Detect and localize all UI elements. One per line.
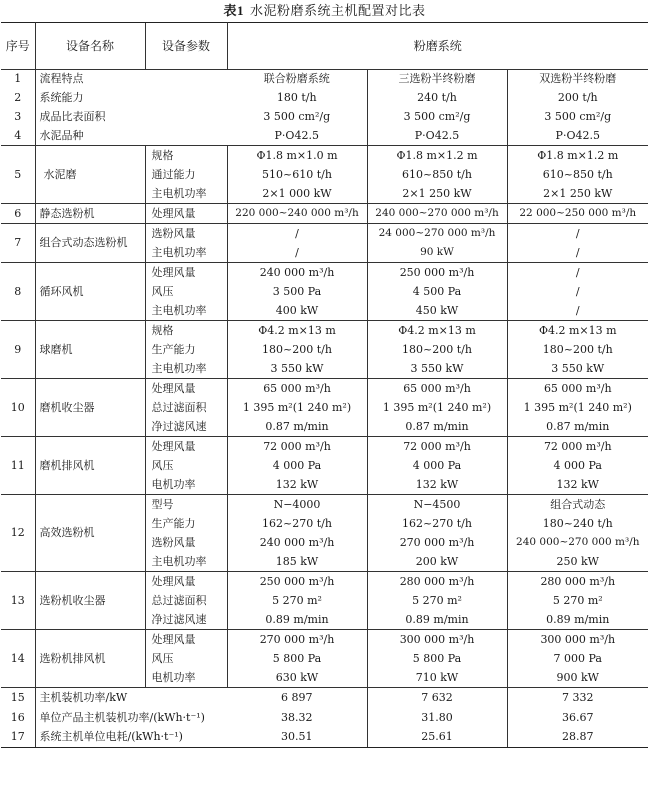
value-cell: 610~850 t/h — [402, 168, 472, 181]
value-cell: 300 000 m³/h — [540, 633, 616, 646]
row-no: 11 — [1, 437, 35, 495]
value-cell: 180~200 t/h — [402, 343, 472, 356]
value-cell: / — [575, 304, 580, 317]
value-cell: 400 kW — [275, 304, 319, 317]
value-cell: 联合粉磨系统 — [227, 70, 367, 89]
value-cell: 300 000 m³/h — [399, 633, 475, 646]
value-cell: 510~610 t/h — [262, 168, 332, 181]
value-cell: 25.61 — [367, 728, 507, 748]
row-name: 流程特点 — [39, 72, 84, 86]
row-name: 主机装机功率/kW — [35, 688, 227, 708]
table-row — [1, 708, 648, 728]
table-title: 水泥粉磨系统主机配置对比表 — [250, 4, 426, 19]
value-cell: 132 kW — [415, 478, 459, 491]
row-no: 10 — [1, 379, 35, 437]
value-cell: P·O42.5 — [227, 127, 367, 146]
value-cell: 180~240 t/h — [542, 517, 613, 530]
header-param: 设备参数 — [145, 23, 227, 70]
value-cell: Φ1.8 m×1.0 m — [256, 149, 338, 162]
value-cell: P·O42.5 — [555, 128, 600, 142]
equipment-comparison-table — [1, 22, 648, 748]
param-label: 风压 — [151, 652, 174, 665]
value-cell: 250 000 m³/h — [259, 575, 335, 588]
value-cell: P·O42.5 — [367, 127, 507, 146]
table-row — [1, 630, 648, 688]
value-cell: 72 000 m³/h — [543, 440, 612, 453]
row-no: 9 — [1, 321, 35, 379]
value-cell: Φ4.2 m×13 m — [398, 324, 476, 337]
param-label: 处理风量 — [151, 440, 196, 453]
value-cell: 5 270 m² — [412, 594, 462, 607]
param-label: 主电机功率 — [151, 555, 207, 568]
value-cell: Φ4.2 m×13 m — [258, 324, 336, 337]
param-label: 总过滤面积 — [151, 401, 207, 414]
param-label: 主电机功率 — [151, 187, 207, 200]
value-cell: 900 kW — [556, 671, 599, 684]
row-name: 水泥品种 — [39, 128, 84, 142]
value-cell: 180 t/h — [227, 89, 367, 108]
param-label: 处理风量 — [151, 575, 196, 588]
param-label: 选粉风量 — [151, 227, 196, 240]
value-cell: 280 000 m³/h — [540, 575, 616, 588]
value-cell: 36.67 — [562, 710, 594, 724]
value-cell: 162~270 t/h — [262, 517, 332, 530]
row-name: 系统能力 — [39, 91, 84, 104]
value-cell: Φ1.8 m×1.2 m — [396, 149, 478, 162]
param-label: 风压 — [151, 285, 174, 298]
value-cell: 24 000~270 000 m³/h — [378, 227, 496, 239]
value-cell: 240 000 m³/h — [259, 536, 335, 549]
value-cell: 0.87 m/min — [265, 420, 329, 433]
param-label: 净过滤风速 — [151, 613, 207, 626]
value-cell: 240 000 m³/h — [259, 266, 335, 279]
value-cell: 250 kW — [556, 555, 599, 568]
row-name: 组合式动态选粉机 — [35, 224, 145, 263]
table-row — [1, 572, 648, 630]
value-cell: 1 395 m²(1 240 m²) — [382, 401, 492, 414]
value-cell: 450 kW — [415, 304, 459, 317]
row-no: 4 — [1, 127, 35, 146]
value-cell: 2×1 250 kW — [543, 187, 613, 200]
param-label: 规格 — [151, 149, 174, 162]
row-no: 6 — [1, 204, 35, 224]
value-cell: 1 395 m²(1 240 m²) — [242, 401, 352, 414]
value-cell: 4 500 Pa — [412, 285, 462, 298]
value-cell: 5 800 Pa — [412, 652, 462, 665]
value-cell: 0.89 m/min — [546, 613, 610, 626]
row-name: 球磨机 — [35, 321, 145, 379]
param-label: 主电机功率 — [151, 246, 207, 259]
value-cell: / — [575, 227, 580, 240]
param-label: 风压 — [151, 459, 174, 472]
value-cell: 4 000 Pa — [553, 459, 602, 472]
table-row — [1, 437, 648, 495]
value-cell: 200 kW — [415, 555, 459, 568]
table-number: 表1 — [223, 3, 244, 18]
value-cell: / — [295, 246, 299, 259]
param-label: 主电机功率 — [151, 362, 207, 375]
value-cell: 1 395 m²(1 240 m²) — [523, 401, 632, 414]
param-label: 处理风量 — [151, 382, 196, 395]
value-cell: 3 500 cm²/g — [367, 108, 507, 127]
row-name: 选粉机收尘器 — [35, 572, 145, 630]
row-no: 1 — [1, 70, 35, 89]
value-cell: 7 632 — [367, 688, 507, 708]
value-cell: 270 000 m³/h — [399, 536, 475, 549]
row-no: 8 — [1, 263, 35, 321]
header-name: 设备名称 — [35, 23, 145, 70]
value-cell: 三选粉半终粉磨 — [367, 70, 507, 89]
table-row — [1, 379, 648, 437]
row-no: 2 — [1, 89, 35, 108]
header-system: 粉磨系统 — [227, 23, 648, 70]
row-no: 3 — [1, 108, 35, 127]
table-caption — [0, 0, 649, 22]
row-name: 水泥磨 — [35, 146, 145, 204]
param-label: 主电机功率 — [151, 304, 207, 317]
value-cell: / — [575, 266, 580, 279]
value-cell: 5 270 m² — [272, 594, 322, 607]
param-label: 生产能力 — [151, 343, 196, 356]
param-label: 处理风量 — [151, 266, 196, 279]
value-cell: 72 000 m³/h — [263, 440, 331, 453]
table-row — [1, 204, 648, 224]
value-cell: 710 kW — [415, 671, 459, 684]
value-cell: / — [575, 246, 580, 259]
value-cell: 31.80 — [367, 708, 507, 728]
value-cell: 65 000 m³/h — [263, 382, 331, 395]
table-row — [1, 495, 648, 572]
value-cell: 220 000~240 000 m³/h — [235, 207, 359, 219]
table-row — [1, 728, 648, 748]
row-name: 静态选粉机 — [35, 204, 145, 224]
value-cell: 4 000 Pa — [272, 459, 322, 472]
row-no: 16 — [1, 708, 35, 728]
param-label: 总过滤面积 — [151, 594, 207, 607]
value-cell: 270 000 m³/h — [259, 633, 335, 646]
row-name: 成品比表面积 — [39, 110, 106, 123]
value-cell: 200 t/h — [557, 91, 598, 104]
value-cell: 7 000 Pa — [553, 652, 602, 665]
param-label: 型号 — [151, 498, 174, 511]
value-cell: 28.87 — [507, 728, 648, 748]
value-cell: Φ1.8 m×1.2 m — [537, 149, 619, 162]
value-cell: 3 550 kW — [551, 362, 605, 375]
value-cell: 5 800 Pa — [272, 652, 322, 665]
value-cell: 3 500 Pa — [272, 285, 322, 298]
value-cell: / — [575, 285, 580, 298]
param-label: 生产能力 — [151, 517, 196, 530]
header-no: 序号 — [1, 23, 35, 70]
row-no: 7 — [1, 224, 35, 263]
value-cell: 3 500 cm²/g — [544, 110, 612, 123]
value-cell: 0.87 m/min — [405, 420, 469, 433]
value-cell: / — [295, 227, 299, 240]
param-label: 电机功率 — [151, 671, 196, 684]
param-list — [152, 146, 225, 203]
value-cell: 2×1 000 kW — [262, 187, 332, 200]
param-label: 通过能力 — [151, 168, 196, 181]
row-name: 循环风机 — [35, 263, 145, 321]
row-name: 单位产品主机装机功率/(kWh·t⁻¹) — [39, 710, 205, 724]
value-cell: 4 000 Pa — [412, 459, 462, 472]
value-cell: 162~270 t/h — [402, 517, 472, 530]
table-row — [1, 127, 648, 146]
value-cell: 0.87 m/min — [546, 420, 610, 433]
row-no: 13 — [1, 572, 35, 630]
table-row — [1, 688, 648, 708]
row-name: 磨机排风机 — [35, 437, 145, 495]
table-row — [1, 224, 648, 263]
row-name: 选粉机排风机 — [35, 630, 145, 688]
value-cell: 72 000 m³/h — [403, 440, 471, 453]
row-no: 5 — [1, 146, 35, 204]
value-cell: N−4500 — [413, 498, 461, 511]
value-cell: 3 550 kW — [410, 362, 464, 375]
param-label: 规格 — [151, 324, 174, 337]
table-row — [1, 70, 648, 89]
value-cell: 5 270 m² — [552, 594, 603, 607]
value-cell: 7 332 — [507, 688, 648, 708]
table-row — [1, 321, 648, 379]
table-row — [1, 89, 648, 108]
value-cell: 0.89 m/min — [405, 613, 469, 626]
value-cell: 2×1 250 kW — [402, 187, 472, 200]
value-cell: 180~200 t/h — [542, 343, 613, 356]
value-cell: 240 t/h — [367, 89, 507, 108]
value-cell: 280 000 m³/h — [399, 575, 475, 588]
value-cell: 240 000~270 000 m³/h — [516, 536, 640, 548]
row-name: 高效选粉机 — [35, 495, 145, 572]
value-cell: 65 000 m³/h — [543, 382, 612, 395]
value-cell: 0.89 m/min — [265, 613, 329, 626]
param-label: 选粉风量 — [151, 536, 196, 549]
value-cell: 185 kW — [275, 555, 319, 568]
row-no: 12 — [1, 495, 35, 572]
value-cell: 双选粉半终粉磨 — [539, 72, 617, 86]
value-cell: 6 897 — [227, 688, 367, 708]
param-label: 处理风量 — [151, 207, 196, 220]
value-cell: 90 kW — [420, 246, 454, 258]
value-cell: N−4000 — [273, 498, 321, 511]
row-name: 系统主机单位电耗/(kWh·t⁻¹) — [35, 728, 227, 748]
table-row — [1, 263, 648, 321]
param-label: 净过滤风速 — [151, 420, 207, 433]
value-cell: 3 500 cm²/g — [227, 108, 367, 127]
row-name: 磨机收尘器 — [35, 379, 145, 437]
value-cell: 132 kW — [275, 478, 319, 491]
value-cell: 30.51 — [227, 728, 367, 748]
value-cell: Φ4.2 m×13 m — [538, 324, 617, 337]
value-cell: 组合式动态 — [550, 498, 606, 511]
param-label: 电机功率 — [151, 478, 196, 491]
row-no: 14 — [1, 630, 35, 688]
value-cell: 240 000~270 000 m³/h — [375, 207, 499, 219]
row-no: 15 — [1, 688, 35, 708]
value-cell: 250 000 m³/h — [399, 266, 475, 279]
value-cell: 610~850 t/h — [542, 168, 613, 181]
table-row — [1, 108, 648, 127]
param-label: 处理风量 — [151, 633, 196, 646]
value-cell: 65 000 m³/h — [403, 382, 471, 395]
value-cell: 38.32 — [227, 708, 367, 728]
value-cell: 630 kW — [275, 671, 319, 684]
value-cell: 22 000~250 000 m³/h — [519, 207, 637, 219]
value-cell: 180~200 t/h — [262, 343, 332, 356]
header-row — [1, 23, 648, 70]
row-no: 17 — [1, 728, 35, 748]
value-cell: 132 kW — [556, 478, 599, 491]
value-cell: 3 550 kW — [270, 362, 324, 375]
table-row — [1, 146, 648, 204]
